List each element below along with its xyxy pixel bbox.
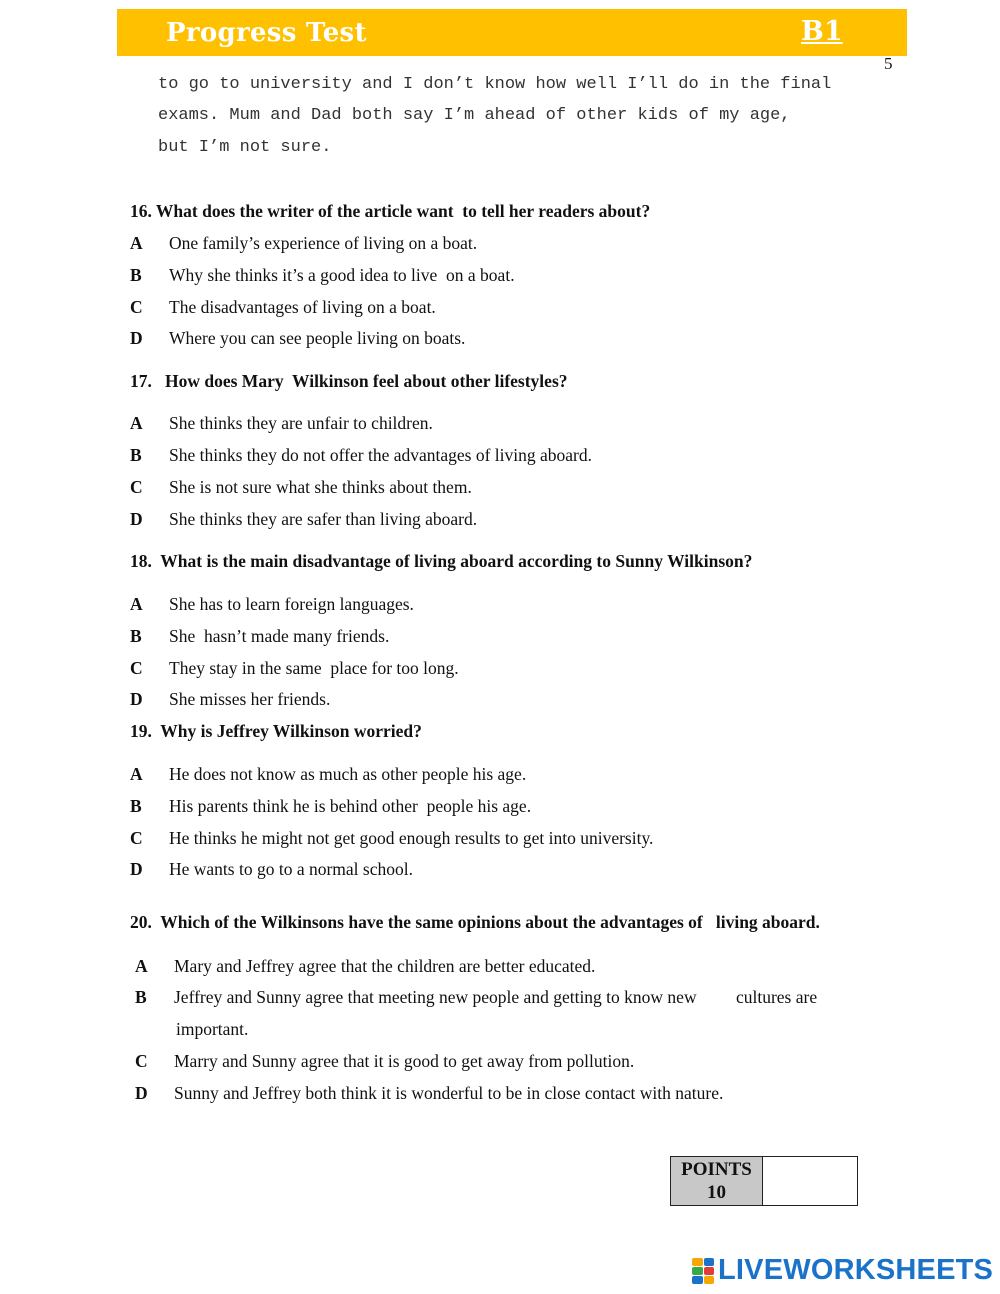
option-letter: D bbox=[130, 509, 143, 529]
option-letter: C bbox=[130, 477, 143, 497]
question-16: 16. What does the writer of the article want to tell her readers about? bbox=[130, 201, 651, 221]
option-letter: A bbox=[130, 764, 143, 784]
option-text: Why she thinks it’s a good idea to live on a boat. bbox=[169, 265, 515, 285]
option-letter: B bbox=[130, 626, 142, 646]
question-18: 18. What is the main disadvantage of living aboard according to Sunny Wilkinson? bbox=[130, 551, 753, 571]
option-text: She has to learn foreign languages. bbox=[169, 594, 414, 614]
option-letter: B bbox=[130, 265, 142, 285]
option-letter: B bbox=[130, 445, 142, 465]
option-letter: C bbox=[135, 1051, 148, 1071]
option-text: Jeffrey and Sunny agree that meeting new people and getting to know new cultures are bbox=[174, 987, 818, 1007]
liveworksheets-brand[interactable] bbox=[692, 1254, 993, 1287]
option-text: They stay in the same place for too long. bbox=[169, 658, 459, 678]
liveworksheets-logo-icon bbox=[692, 1258, 714, 1284]
option-letter: C bbox=[130, 658, 143, 678]
option-letter: C bbox=[130, 297, 143, 317]
question-20: 20. Which of the Wilkinsons have the same opinions about the advantages of living aboard. bbox=[130, 912, 820, 932]
passage-line: to go to university and I don’t know how well I’ll do in the final bbox=[158, 75, 832, 94]
option-text: He thinks he might not get good enough results to get into university. bbox=[169, 828, 654, 848]
passage-line: exams. Mum and Dad both say I’m ahead of other kids of my age, bbox=[158, 106, 791, 125]
points-label-cell bbox=[671, 1157, 763, 1205]
test-title: Progress Test bbox=[166, 18, 367, 48]
option-text: Marry and Sunny agree that it is good to get away from pollution. bbox=[174, 1051, 635, 1071]
option-text: She thinks they do not offer the advantages of living aboard. bbox=[169, 445, 592, 465]
passage-line: but I’m not sure. bbox=[158, 138, 332, 157]
option-letter: B bbox=[130, 796, 142, 816]
option-text: One family’s experience of living on a boat. bbox=[169, 233, 478, 253]
option-text: His parents think he is behind other people his age. bbox=[169, 796, 532, 816]
option-letter: D bbox=[130, 328, 143, 348]
option-text: She thinks they are unfair to children. bbox=[169, 413, 433, 433]
option-letter: A bbox=[135, 956, 148, 976]
option-text: She is not sure what she thinks about them. bbox=[169, 477, 472, 497]
option-letter: D bbox=[135, 1083, 148, 1103]
option-letter: D bbox=[130, 689, 143, 709]
option-text: He wants to go to a normal school. bbox=[169, 859, 413, 879]
level-label: B1 bbox=[801, 16, 843, 47]
score-input-cell[interactable] bbox=[763, 1157, 857, 1205]
option-letter: A bbox=[130, 233, 143, 253]
question-19: 19. Why is Jeffrey Wilkinson worried? bbox=[130, 721, 422, 741]
option-text: Sunny and Jeffrey both think it is wonderful to be in close contact with nature. bbox=[174, 1083, 724, 1103]
option-letter: A bbox=[130, 594, 143, 614]
header-bar bbox=[117, 9, 907, 56]
brand-name: LIVEWORKSHEETS bbox=[718, 1254, 994, 1286]
question-17: 17. How does Mary Wilkinson feel about other lifestyles? bbox=[130, 371, 568, 391]
option-letter: B bbox=[135, 987, 147, 1007]
option-letter: A bbox=[130, 413, 143, 433]
option-letter: C bbox=[130, 828, 143, 848]
option-text: Where you can see people living on boats. bbox=[169, 328, 466, 348]
points-value: 10 bbox=[707, 1182, 726, 1203]
page-number: 5 bbox=[884, 54, 893, 73]
option-text: He does not know as much as other people his age. bbox=[169, 764, 527, 784]
points-box bbox=[670, 1156, 858, 1206]
option-letter: D bbox=[130, 859, 143, 879]
option-text: important. bbox=[176, 1019, 249, 1039]
option-text: She thinks they are safer than living aboard. bbox=[169, 509, 478, 529]
option-text: Mary and Jeffrey agree that the children are better educated. bbox=[174, 956, 596, 976]
option-text: She misses her friends. bbox=[169, 689, 331, 709]
points-label: POINTS bbox=[681, 1159, 752, 1180]
option-text: She hasn’t made many friends. bbox=[169, 626, 390, 646]
option-text: The disadvantages of living on a boat. bbox=[169, 297, 436, 317]
